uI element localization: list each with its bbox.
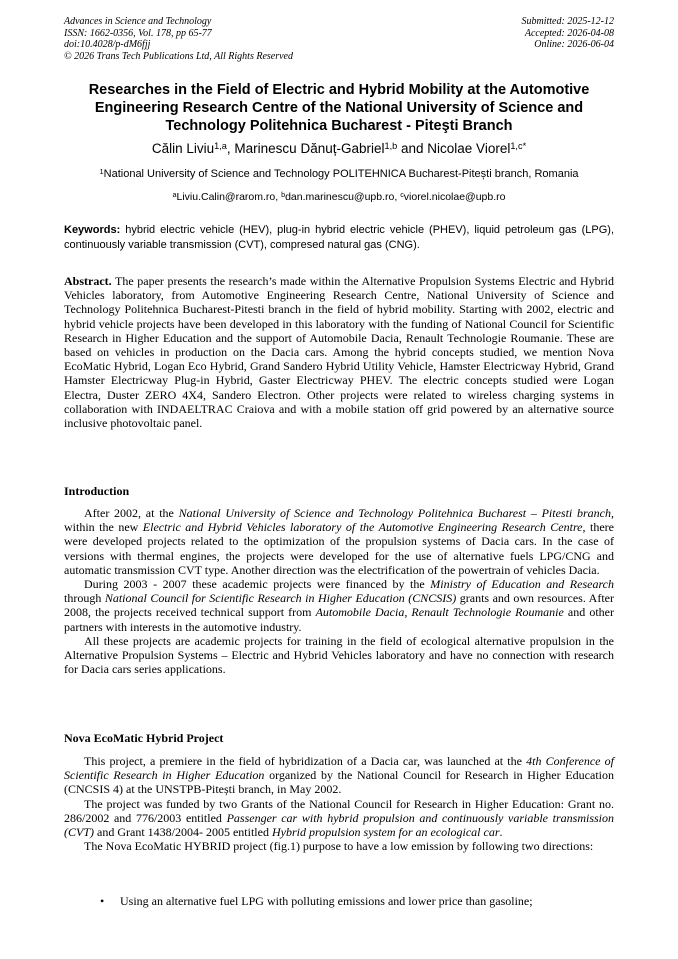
issn: ISSN: 1662-0356, Vol. 178, pp 65-77 (64, 27, 212, 39)
bullet-text: Using an alternative fuel LPG with polluting emissions and lower price than gasoline; (120, 894, 533, 908)
bullet-icon: • (100, 894, 105, 908)
keywords (64, 223, 614, 252)
author-affil-sup: 1,a (214, 140, 227, 151)
text-run: After 2002, at the (84, 506, 179, 520)
abstract-text: The paper presents the research’s made within the Alternative Propulsion Systems Electric and Hybrid Vehicles laboratory, from Automotive Engineering Research Centre, National University of Science and Technology Politehnica Bucharest-Pitesti branch in the field of hybrid mobility. Starting with 2002, electric and hybrid vehicle projects have been developed in this laboratory with the funding of National Council for Scientific Research in Higher Education and the support of Automobile Dacia, Renault Technologie Roumanie. These are based on vehicles in production on the Dacia cars. Among the hybrid concepts studied, we mention Nova EcoMatic Hybrid, Logan Eco Hybrid, Grand Sandero Hybrid Utility Vehicle, Hamster Electricway Hybrid, Grand Hamster Electricway Plug-in Hybrid, Gaster Electricway PHEV. The electric concepts studied were Logan Electra, Duster ZERO 4X4, Sandero Electron. Other projects were related to wireless charging systems in collaboration with INDAELTRAC Craiova and with a mobile station off grid powered by an alternative source inclusive photovoltaic panel. (64, 274, 614, 431)
paragraph: All these projects are academic projects for training in the field of ecological alternative propulsion in the Alternative Propulsion Systems – Electric and Hybrid Vehicles laboratory and have no connection with research for Dacia cars series applications. (64, 633, 614, 677)
paragraph (64, 797, 614, 840)
text-run: , there were developed projects related to the optimization of the propulsion systems of Dacia cars. In the case of versions with thermal engines, the projects were developed for the use of alternative fuels LPG/CNG and automatic transmission CVT type. Another direction was the electrification of the powertrain of vehicles Dacia. (64, 520, 614, 577)
text-run: , within the new (64, 506, 614, 535)
author-name: Călin Liviu (151, 141, 215, 156)
author-list (56, 140, 622, 157)
text-run: and other partners with interests in the automotive industry. (64, 605, 615, 634)
email-address: dan.marinescu@upb.ro, (285, 191, 401, 203)
bullet-item (100, 894, 533, 908)
paragraph (64, 754, 614, 797)
keywords-text: hybrid electric vehicle (HEV), plug-in hybrid electric vehicle (PHEV), liquid petroleum gas (LPG), continuously variable transmission (CVT), compresed natural gas (CNG). (64, 224, 614, 251)
section-heading-introduction: Introduction (64, 484, 130, 498)
text-run: and Grant 1438/2004- 2005 entitled (94, 825, 272, 840)
email-address: viorel.nicolae@upb.ro (403, 191, 506, 203)
online-date: Online: 2026-06-04 (534, 39, 614, 50)
abstract (64, 274, 614, 430)
paper-title: Researches in the Field of Electric and Hybrid Mobility at the Automotive Engineering Research Centre of the National University of Science and Technology Politehnica Bucharest - Piteşti Branch (88, 82, 590, 134)
text-run-italic: Automobile Dacia, Renault Technologie Roumanie (315, 605, 564, 620)
paragraph: The Nova EcoMatic HYBRID project (fig.1) purpose to have a low emission by following two directions: (84, 839, 594, 854)
author-separator: and (397, 141, 428, 156)
affiliation-text: National University of Science and Technology POLITEHNICA Bucharest-Pitești branch, Romania (103, 168, 579, 180)
accepted-date: Accepted: 2026-04-08 (524, 27, 614, 39)
text-run-italic: Passenger car with hybrid propulsion and continuously variable transmission (CVT) (64, 810, 615, 840)
journal-name: Advances in Science and Technology (64, 16, 212, 27)
text-run-italic: National University of Science and Technology Politehnica Bucharest – Pitesti branch (178, 506, 611, 520)
author-name: Nicolae Viorel (427, 141, 511, 156)
paragraph (64, 506, 614, 577)
email-sup: c (400, 190, 404, 199)
copyright: © 2026 Trans Tech Publications Ltd, All Rights Reserved (64, 50, 293, 62)
author-affil-sup: 1,c* (510, 140, 527, 151)
affiliation (56, 167, 622, 181)
introduction-section (64, 506, 614, 676)
text-run: grants and own resources. After 2008, the projects received technical support from (64, 591, 614, 620)
text-run-italic: Ministry of Education and Research (430, 577, 615, 592)
text-run: through (64, 591, 105, 606)
email-sup: a (172, 190, 177, 199)
email-address: Liviu.Calin@rarom.ro, (176, 191, 282, 203)
submitted-date: Submitted: 2025-12-12 (521, 16, 614, 27)
text-run: This project, a premiere in the field of hybridization of a Dacia car, was launched at the (84, 754, 527, 768)
text-run: The project was funded by two Grants of the National Council for Research in Higher Education: Grant no. 286/2002 and 776/2003 entitled (64, 796, 614, 825)
author-name: Marinescu Dănuț-Gabriel (234, 141, 385, 156)
text-run-italic: 4th Conference of Scientific Research in Higher Education (64, 754, 615, 783)
author-separator: , (226, 141, 235, 156)
affiliation-sup: 1 (99, 166, 104, 176)
text-run-italic: Hybrid propulsion system for an ecological car (271, 825, 500, 840)
publication-dates (522, 16, 615, 51)
doi: doi:10.4028/p-dM6fjj (64, 39, 151, 50)
keywords-label: Keywords: (64, 224, 121, 236)
nova-ecomatic-section (64, 754, 614, 853)
text-run-italic: National Council for Scientific Research in Higher Education (CNCSIS) (104, 591, 457, 606)
email-sup: b (281, 190, 286, 199)
text-run-italic: Electric and Hybrid Vehicles laboratory of the Automotive Engineering Research Centre (142, 520, 583, 535)
author-emails (56, 190, 622, 204)
text-run: organized by the National Council for Research in Higher Education (CNCSIS 4) at the UNSTPB-Pitești branch, in May 2002. (64, 768, 614, 797)
paragraph (64, 577, 614, 634)
section-heading-nova-ecomatic: Nova EcoMatic Hybrid Project (64, 731, 224, 745)
journal-header-info (64, 16, 293, 62)
text-run: . (499, 825, 503, 840)
text-run: During 2003 - 2007 these academic projects were financed by the (84, 577, 431, 592)
author-affil-sup: 1,b (384, 140, 398, 151)
abstract-label: Abstract. (64, 274, 112, 288)
